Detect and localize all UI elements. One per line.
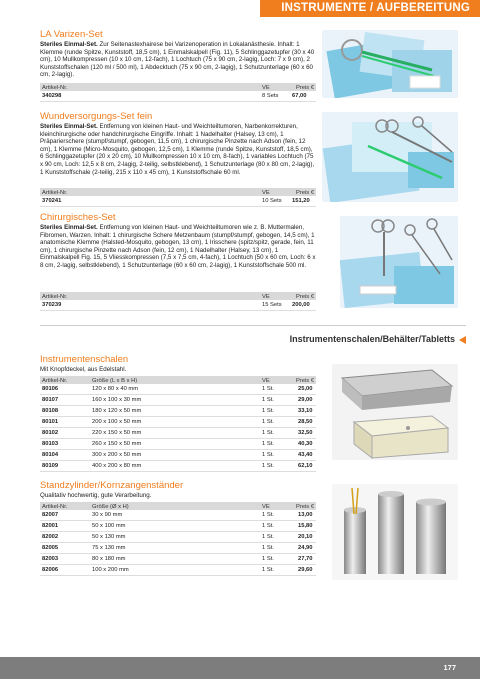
table-header: Artikel-Nr. Größe (L x B x H) VE Preis € [42,377,315,384]
table-row: 80107 160 x 100 x 30 mm 1 St. 29,00 [40,395,316,406]
set-section-chirurgisch [40,212,316,270]
zylinder-table [40,502,316,576]
table-header: Artikel-Nr. VE Preis € [42,293,315,300]
header-bar [260,0,480,17]
table-row: 82006 100 x 200 mm 1 St. 29,60 [40,565,316,576]
page-number: 177 [443,663,456,672]
set-description: Steriles Einmal-Set. Entfernung von kleinen Haut- und Weichteiltumoren, Narbenkorrekturen, kleinchirurgische oder handchirurgische Eingriffe. Inhalt: 1 Nadelhalter (Halsey, 13 cm), 1 Präparierschere (stumpf/stumpf, gebogen, 11,5 cm), 1 chirurgische Pinzette nach Adson (fein, 12 cm), 1 Klemme (Micro-Mosquito, gebogen, 12,5 cm), 1 Klemme (runde Spitze, Kunststoff, 18,5 cm), 6 Schlinggazetupfer (20 x 20 cm), 10 Mullkompressen 10 x 10 cm, 8-fach), 1 variables Lochtuch (75 x 90 cm, Loch: 12,5 x 8 cm, 2-lagig, 2-teilig, selbstklebend), 1 Schutzunterlage (80 x 80 cm, 2-lagig), 1 Kunststoffschale (2-teilig, 215 x 110 x 45 cm), 1 Kunststoffschale 60 ml. [40,123,315,176]
set-description: Steriles Einmal-Set. Entfernung von kleinen Haut- und Weichteiltumoren wie z. B. Muttermalen, Fibromen, Warzen. Inhalt: 1 chirurgische Schere Metzenbaum (stumpf/stumpf, gebogen, 14,5 cm), 1 anatomische Klemme (Halsted-Mosquito, gebogen, 13 cm), 1 Irisschere (spitz/spitz, gerade, fein, 11 cm), 1 chirurgische Pinzette nach Adson (fein, 12 cm), 1 Nadelhalter (Halsey, 13 cm), 1 Einmalskalpell Fig. 15, 5 Vliesskompressen (7,5 x 7,5 cm, 4-fach), 1 Lochtuch (50 x 60 cm, Loch: 6 x 8 cm, 2-lagig, selbstklebend), 1 Schutzunterlage (60 x 60 cm, 2-lagig), 1 Kunststoffschale 500 ml. [40,224,316,269]
instrumentenschalen-image [332,364,458,460]
zylinder-title: Standzylinder/Kornzangenständer [40,480,184,491]
zylinder-subtitle: Qualitativ hochwertig, gute Verarbeitung. [40,492,152,499]
varizen-set-image [322,30,458,98]
set-title: LA Varizen-Set [40,29,103,40]
set-title: Wundversorgungs-Set fein [40,111,153,122]
table-row: 80102 220 x 150 x 50 mm 1 St. 32,50 [40,428,316,439]
table-header: Artikel-Nr. Größe (Ø x H) VE Preis € [42,503,315,510]
table-row: 340298 8 Sets 67,00 [40,91,316,102]
table-row: 80109 400 x 200 x 80 mm 1 St. 62,10 [40,461,316,472]
table-header: Artikel-Nr. VE Preis € [42,84,315,91]
set-table-varizen [40,83,316,102]
table-row: 370239 15 Sets 200,00 [40,300,316,311]
schalen-subtitle: Mit Knopfdeckel, aus Edelstahl. [40,366,127,373]
table-row: 80108 180 x 120 x 50 mm 1 St. 33,10 [40,406,316,417]
table-header: Artikel-Nr. VE Preis € [42,189,315,196]
chirurgisch-set-image [340,216,458,308]
set-section-wundversorgung [40,111,316,176]
set-description: Steriles Einmal-Set. Zur Seitenastexhairese bei Varizenoperation in Lokalanästhesie. Inhalt: 1 Klemme (runde Spitze, Kunststoff, 18,5 cm), 1 Einmalskalpell (Fig. 11), 5 Schlinggazetupfer (30 x 40 cm), 10 Mullkompressen (10 x 10 cm, 12-fach), 1 Lochtuch (75 x 90 cm, 2-lagig, Loch: 7 x 9 cm), 2 Kunststoffschalen (120 ml / 500 ml), 1 Abdecktuch (75 x 90 cm, 2-lagig), 1 Schutzunterlage (60 x 60 cm, 2-lagig). [40,41,315,79]
table-row: 82002 50 x 130 mm 1 St. 20,10 [40,532,316,543]
set-section-varizen [40,29,316,79]
set-table-chirurgisch [40,292,316,311]
schalen-table [40,376,316,472]
standzylinder-image [332,484,458,580]
table-row: 80103 260 x 150 x 50 mm 1 St. 40,30 [40,439,316,450]
table-row: 370241 10 Sets 151,20 [40,196,316,207]
table-row: 80106 120 x 80 x 40 mm 1 St. 25,00 [40,384,316,395]
zylinder-section [40,480,320,500]
table-row: 82005 75 x 130 mm 1 St. 24,90 [40,543,316,554]
schalen-section [40,354,320,374]
table-row: 80104 300 x 200 x 50 mm 1 St. 43,40 [40,450,316,461]
footer-bar [0,657,480,679]
table-row: 82007 30 x 90 mm 1 St. 13,00 [40,510,316,521]
section-divider [40,325,466,326]
category-heading: Instrumentenschalen/Behälter/Tabletts [290,334,466,344]
schalen-title: Instrumentenschalen [40,354,129,365]
table-row: 82003 80 x 180 mm 1 St. 27,70 [40,554,316,565]
table-row: 82001 50 x 100 mm 1 St. 15,80 [40,521,316,532]
set-title: Chirurgisches-Set [40,212,116,223]
wundversorgung-set-image [322,112,458,202]
table-row: 80101 200 x 100 x 50 mm 1 St. 28,50 [40,417,316,428]
set-table-wundversorgung [40,188,316,207]
header-title: INSTRUMENTE / AUFBEREITUNG [281,2,470,14]
